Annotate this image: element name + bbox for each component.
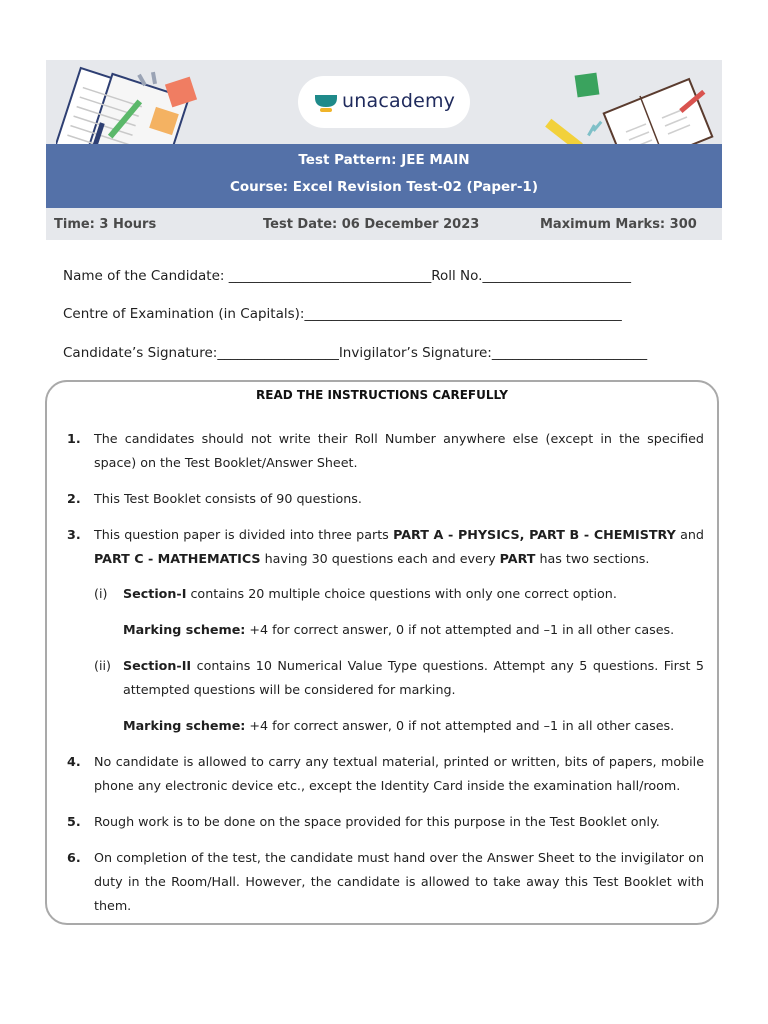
instruction-text: The candidates should not write their Roll Number anywhere else (except in the specified space) on the Test Booklet/Answer Sheet.: [94, 431, 704, 470]
test-pattern-title: Test Pattern: JEE MAIN: [298, 152, 470, 168]
instruction-text: On completion of the test, the candidate must hand over the Answer Sheet to the invigilator on duty in the Room/Hall. However, the candidate is allowed to take away this Test Booklet with them.: [94, 850, 704, 913]
roll-no-blank[interactable]: ______________________: [482, 268, 631, 284]
candidate-name-label: Name of the Candidate:: [63, 268, 229, 284]
centre-label: Centre of Examination (in Capitals):: [63, 306, 305, 322]
test-date: Test Date: 06 December 2023: [263, 217, 480, 232]
roll-no-label: Roll No.: [431, 268, 483, 284]
unacademy-logo: [298, 76, 470, 128]
section-text: Section-II contains 10 Numerical Value Type questions. Attempt any 5 questions. First 5 attempted questions will be considered for marking.: [123, 658, 704, 697]
marking-scheme-text: Marking scheme: +4 for correct answer, 0 if not attempted and –1 in all other cases.: [123, 718, 675, 733]
instruction-number: 4.: [67, 754, 81, 769]
instructions-title: READ THE INSTRUCTIONS CAREFULLY: [256, 388, 508, 402]
instruction-text: No candidate is allowed to carry any textual material, printed or written, bits of papers, mobile phone any electronic device etc., except the Identity Card inside the examination hall/room.: [94, 754, 704, 793]
signature-row: [63, 345, 647, 361]
invigilator-signature-label: Invigilator’s Signature:: [338, 345, 492, 361]
candidate-name-row: [63, 268, 631, 284]
instruction-number: 1.: [67, 431, 81, 446]
instruction-number: 3.: [67, 527, 81, 542]
instruction-text: This question paper is divided into three parts PART A - PHYSICS, PART B - CHEMISTRY and PART C - MATHEMATICS having 30 questions each and every PART has two sections.: [94, 527, 704, 566]
instruction-text: Rough work is to be done on the space provided for this purpose in the Test Booklet only.: [94, 814, 660, 829]
invigilator-signature-blank[interactable]: _______________________: [491, 345, 648, 361]
marking-scheme-text: Marking scheme: +4 for correct answer, 0 if not attempted and –1 in all other cases.: [123, 622, 675, 637]
section-text: Section-I contains 20 multiple choice questions with only one correct option.: [123, 586, 617, 601]
candidate-signature-label: Candidate’s Signature:: [63, 345, 218, 361]
course-title: Course: Excel Revision Test-02 (Paper-1): [230, 179, 538, 195]
centre-row: [63, 306, 622, 322]
instruction-text: This Test Booklet consists of 90 questions.: [94, 491, 362, 506]
unacademy-logo-mark-icon: [314, 92, 338, 114]
test-info-bar: [46, 208, 722, 240]
instruction-number: 6.: [67, 850, 81, 865]
candidate-signature-blank[interactable]: __________________: [217, 345, 339, 361]
logo-text: unacademy: [342, 90, 456, 112]
instruction-number: 5.: [67, 814, 81, 829]
candidate-name-blank[interactable]: ______________________________: [228, 268, 432, 284]
test-duration: Time: 3 Hours: [54, 217, 157, 232]
instruction-number: 2.: [67, 491, 81, 506]
header-banner: [46, 60, 722, 240]
test-pattern-band: [46, 144, 722, 208]
instructions-box: [45, 380, 719, 925]
maximum-marks: Maximum Marks: 300: [540, 217, 697, 232]
section-number: (i): [94, 586, 108, 601]
centre-blank[interactable]: _______________________________________________: [304, 306, 622, 322]
section-number: (ii): [94, 658, 111, 673]
